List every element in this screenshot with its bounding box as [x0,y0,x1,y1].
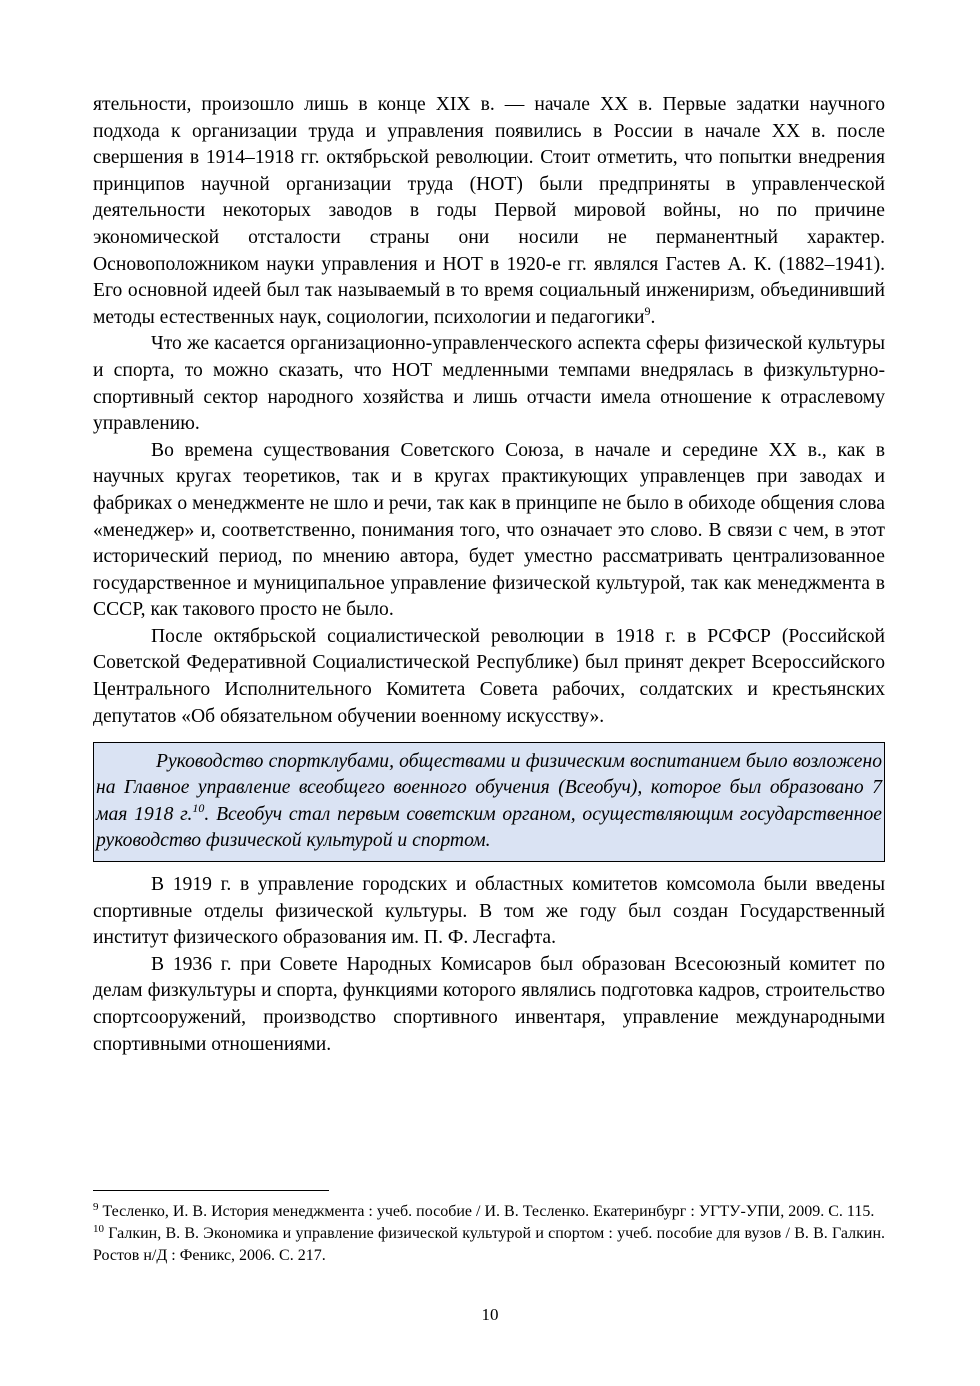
paragraph-tail: . [650,306,656,328]
footnote-mark: 10 [93,1223,104,1235]
page-number: 10 [481,1305,499,1324]
footnote-9 [93,1201,885,1223]
footnote-separator [93,1190,329,1191]
paragraph-text: ятельности, произошло лишь в конце XIX в. — начале XX в. Первые задатки научного подхода к организации труда и управления появились в России в начале XX в. после свершения в 1914–1918 гг. октябрьской революции. Стоит отметить, что попытки внедрения принципов научной организации труда (НОТ) были предприняты в управленческой деятельности некоторых заводов в годы Первой мировой войны, но по причине экономической отсталости страны они носили не перманентный характер. Основоположником науки управления и НОТ в 1920-е гг. являлся Гастев А. К. (1882–1941). Его основной идеей был так называемый в то время социальный инжениризм, объединивший методы естественных наук, социологии, психологии и педагогики [93,94,885,328]
footnote-text: Галкин, В. В. Экономика и управление физической культурой и спортом : учеб. пособие для вузов / В. В. Галкин. Ростов н/Д : Феникс, 2006. С. 217. [93,1225,886,1264]
paragraph-continued [93,92,885,331]
footnote-ref-10[interactable]: 10 [192,800,205,815]
page-body [93,92,885,1058]
paragraph-not-sport: Что же касается организационно-управленческого аспекта сферы физической культуры и спорта, то можно сказать, что НОТ медленными темпами внедрялась в физкультурно-спортивный сектор народного хозяйства и лишь отчасти имела отношение к отраслевому управлению. [93,333,885,435]
paragraph-1936: В 1936 г. при Совете Народных Комисаров был образован Всесоюзный комитет по делам физкультуры и спорта, функциями которого являлись подготовка кадров, строительство спортсооружений, производство спортивного инвентаря, управление международными спортивными отношениями. [93,953,885,1055]
quote-text-before: Руководство спортклубами, обществами и физическим воспитанием было возложено на Главное управление всеобщего военного обучения (Всеобуч), которое был образовано 7 мая 1918 г. [96,751,882,825]
highlighted-quote-box [93,742,885,862]
footnote-ref-9[interactable]: 9 [644,303,651,318]
paragraph-revolution-decree: После октябрьской социалистической революции в 1918 г. в РСФСР (Российской Советской Федеративной Социалистической Республике) был принят декрет Всероссийского Центрального Исполнительного Комитета Совета рабочих, солдатских и крестьянских депутатов «Об обязательном обучении военному искусству». [93,625,885,727]
footnotes [93,1190,885,1267]
paragraph-soviet-era: Во времена существования Советского Союза, в начале и середине XX в., как в научных кругах теоретиков, так и в кругах практикующих управленцев при заводах и фабриках о менеджменте не шло и речи, так как в принципе не было в обиходе общения слова «менеджер» и, соответственно, понимания того, что означает это слово. В связи с чем, в этот исторический период, по мнению автора, будет уместно рассматривать централизованное государственное и муниципальное управление физической культурой, так как менеджмента в СССР, как такового просто не было. [93,439,885,621]
quote-text-after: . Всеобуч стал первым советским органом, осуществляющим государственное руководство физической культурой и спортом. [96,803,882,851]
paragraph-1919: В 1919 г. в управление городских и областных комитетов комсомола были введены спортивные отделы физической культуры. В том же году был создан Государственный институт физического образования им. П. Ф. Лесгафта. [93,874,885,949]
quote-paragraph [96,749,882,854]
footnote-mark: 9 [93,1201,99,1213]
footnote-10 [93,1223,885,1267]
footnote-text: Тесленко, И. В. История менеджмента : учеб. пособие / И. В. Тесленко. Екатеринбург : УГТУ-УПИ, 2009. С. 115. [102,1203,875,1220]
